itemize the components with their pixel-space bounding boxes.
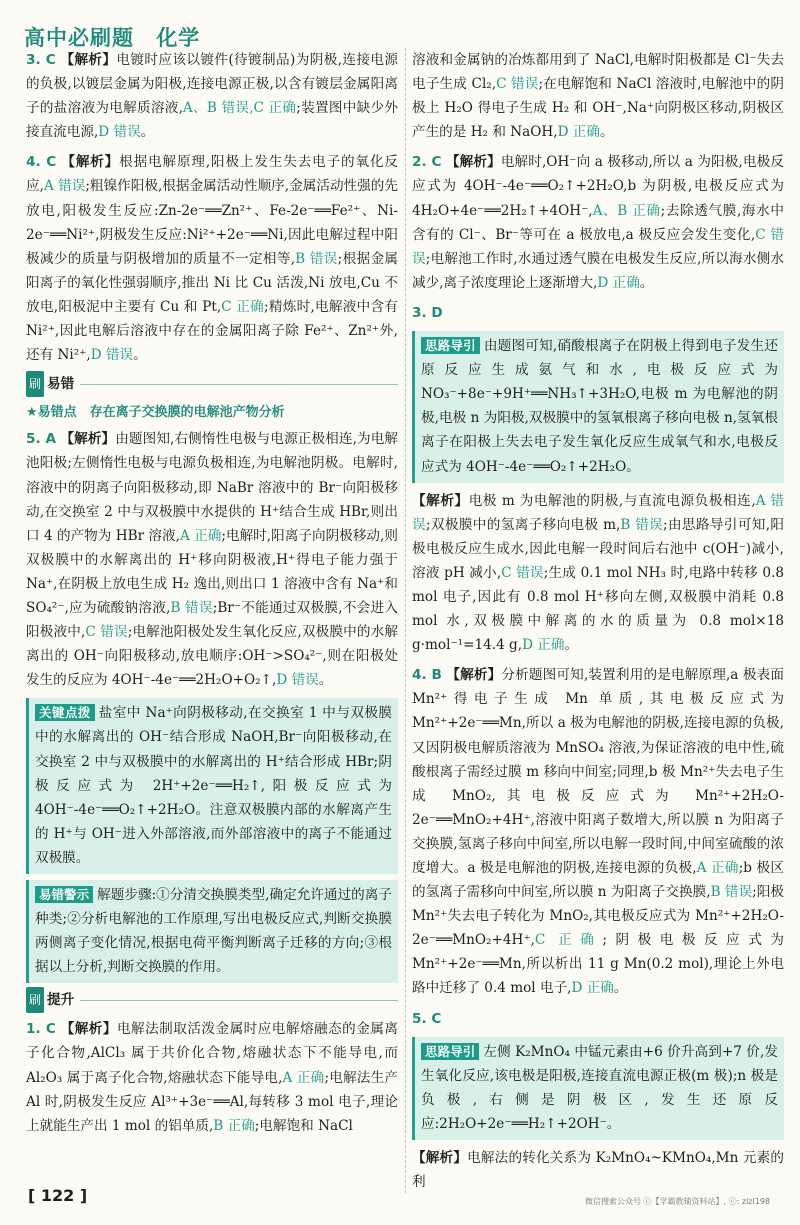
thinking-guide-box <box>412 331 784 483</box>
verdict: C 正确 <box>221 298 264 315</box>
answer-5-analysis <box>412 1146 784 1194</box>
answer-number: 2. C <box>412 154 442 171</box>
text: ;电解饱和 NaCl <box>254 1117 353 1134</box>
text: 电解时,OH⁻向 a 极移动,所以 a 为阳极,电极反应式为 4OH⁻-4e⁻══O₂↑+2H₂O,b 为阴极,电极反应式为 4H₂O+4e⁻══2H₂↑+4OH⁻, <box>412 154 784 219</box>
answer-1 <box>26 1017 398 1137</box>
analysis-tag: 【解析】 <box>60 431 116 448</box>
answer-3-analysis <box>412 489 784 658</box>
verdict: D 正确 <box>571 980 614 997</box>
verdict: B 错误 <box>170 599 213 616</box>
box-text: 解题步骤:①分清交换膜类型,确定允许通过的离子种类;②分析电解池的工作原理,写出电极反应式,判断交换膜两侧离子变化情况,根据电荷平衡判断离子迁移的方向;③根据以上分析,判断交换膜的作用。 <box>35 887 392 976</box>
text: ;精炼时,电解液中含有 Ni²⁺,因此电解后溶液中存在的金属阳离子除 Fe²⁺、Zn²⁺外,还有 Ni²⁺, <box>26 298 398 364</box>
verdict: A 正确 <box>696 860 739 876</box>
verdict: A 错误 <box>412 492 784 533</box>
box-label: 易错警示 <box>35 886 93 903</box>
answer-1-continued <box>412 48 784 144</box>
box-text: 由题图可知,硝酸根离子在阴极上得到电子发生还原反应生成氨气和水,电极反应式为 NO₃⁻+8e⁻+9H⁺══NH₃↑+3H₂O,电极 m 为电解池的阴极,电极 n 为阳极,双极膜中的氢氧根离子移向电极 n,氢氧根离子在阳极上失去电子发生氧化反应生成氧气和水,电极反应式为 4OH⁻-4e⁻══O₂↑+2H₂O。 <box>421 338 778 475</box>
text: ;装置图中缺少外接直流电源, <box>26 100 398 141</box>
verdict: D 正确 <box>522 637 565 654</box>
column-divider <box>405 48 406 1193</box>
answer-3 <box>26 48 398 144</box>
thinking-guide-box-2 <box>412 1037 784 1140</box>
verdict: B 错误 <box>710 884 753 901</box>
key-point-box <box>26 698 398 874</box>
answer-number: 1. C <box>26 1021 56 1038</box>
verdict: B 正确 <box>213 1117 255 1134</box>
analysis-tag: 【解析】 <box>60 52 117 68</box>
box-label: 关键点拨 <box>35 704 95 721</box>
text: 。 <box>318 672 333 689</box>
verdict: C 错误 <box>412 226 784 267</box>
answer-number: 3. C <box>26 52 56 68</box>
verdict: D 错误 <box>98 124 141 141</box>
text: ;阴极电极反应式为 Mn²⁺+2e⁻══Mn,所以析出 11 g Mn(0.2 mol),理论上外电路中迁移了 0.4 mol 电子, <box>412 932 784 997</box>
verdict: C 正确 <box>534 932 603 949</box>
text: 。 <box>639 274 654 291</box>
answer-5-right <box>412 1007 784 1031</box>
footer-watermark: 微信搜索公众号 ⓒ【学霸教辅资料站】, ⓒ: zlzl198 <box>585 1197 770 1206</box>
analysis-tag: 【解析】 <box>445 154 501 171</box>
text: 分析题图可知,装置利用的是电解原理,a 极表面 Mn²⁺得电子生成 Mn 单质,其电极反应式为 Mn²⁺+2e⁻══Mn,所以 a 极为电解池的阴极,连接电源的负极,又因阴极电解质溶液为 MnSO₄ 溶液,为保证溶液的电中性,硫酸根离子需经过膜 m 移向中间室;同理,b 极 Mn²⁺失去电子生成 MnO₂,其电极反应式为 Mn²⁺+2H₂O-2e⁻══MnO₂+4H⁺,溶液中阳离子数增大,所以膜 n 为阳离子交换膜,氢离子移向中间室,所以电解一段时间,中间室硫酸的浓度增大。a 极是电解池的阴极,连接电源的负极, <box>412 667 784 876</box>
analysis-tag: 【解析】 <box>446 667 502 684</box>
page-number: [ 122 ] <box>28 1186 88 1205</box>
answer-number: 5. C <box>412 1010 442 1027</box>
left-column <box>26 48 398 1144</box>
section-rule <box>80 1000 398 1001</box>
box-label: 思路导引 <box>421 337 480 354</box>
section-yicuo <box>26 373 398 395</box>
text: ;粗镍作阳极,根据金属活动性顺序,金属活动性强的先放电,阳极发生反应:Zn-2e⁻══Zn²⁺、Fe-2e⁻══Fe²⁺、Ni-2e⁻══Ni²⁺,阴极发生反应:Ni²⁺+2e⁻══Ni,因此电解过程中阳极减少的质量与阴极增加的质量不一定相等, <box>26 178 398 267</box>
text: ;由思路导引可知,阳极电极反应生成水,因此电解一段时间后右池中 c(OH⁻)减小,溶液 pH 减小, <box>412 516 784 581</box>
verdict: B 错误 <box>295 250 338 267</box>
text: 。 <box>133 347 147 364</box>
text: ;生成 0.1 mol NH₃ 时,电路中转移 0.8 mol 电子,因此有 0.8 mol H⁺移向左侧,双极膜中消耗 0.8 mol 水,双极膜中解离的水的质量为 0.8 mol×18 g·mol⁻¹=14.4 g, <box>412 564 784 654</box>
section-label: 易错 <box>47 376 75 393</box>
book-title: 高中必刷题 <box>24 26 134 50</box>
text: ;在电解饱和 NaCl 溶液时,电解池中的阴极上 H₂O 得电子生成 H₂ 和 OH⁻,Na⁺向阴极区移动,阴极区产生的是 H₂ 和 NaOH, <box>412 76 784 141</box>
verdict: C 错误 <box>496 76 539 93</box>
verdict: A 错误 <box>43 178 86 195</box>
box-label: 思路导引 <box>421 1043 479 1060</box>
answer-5 <box>26 427 398 692</box>
verdict: D 正确 <box>597 274 640 291</box>
text: ;电解法生产 Al 时,阴极发生反应 Al³⁺+3e⁻══Al,每转移 3 mol 电子,理论上就能生产出 1 mol 的铝单质, <box>26 1069 398 1134</box>
error-warning-box <box>26 880 398 983</box>
text: 电镀时应该以镀件(待镀制品)为阴极,连接电源的负极,以镀层金属为阳极,连接电源正极,以含有镀层金属阳离子的盐溶液为电解质溶液, <box>26 52 398 117</box>
analysis-tag: 【解析】 <box>412 492 469 509</box>
text: 电极 m 为电解池的阴极,与直流电源负极相连, <box>468 492 756 509</box>
text: ;阳极 Mn²⁺失去电子转化为 MnO₂,其电极反应式为 Mn²⁺+2H₂O-2e⁻══MnO₂+4H⁺, <box>412 884 784 949</box>
analysis-tag: 【解析】 <box>60 1021 117 1038</box>
page-number-value: 122 <box>40 1186 75 1205</box>
verdict: D 错误 <box>276 672 319 689</box>
verdict: D 错误 <box>90 347 134 364</box>
answer-4 <box>26 150 398 367</box>
text: ;b 极区的氢离子需移向中间室,所以膜 n 为阳离子交换膜, <box>412 860 784 901</box>
verdict: A、B 正确 <box>592 202 661 219</box>
text: 。 <box>140 124 155 141</box>
box-text: 盐室中 Na⁺向阴极移动,在交换室 1 中与双极膜中的水解离出的 OH⁻结合形成 NaOH,Br⁻向阳极移动,在交换室 2 中与双极膜中的水解离出的 H⁺结合形成 HBr;阴极反应式为 2H⁺+2e⁻══H₂↑,阳极反应式为 4OH⁻-4e⁻══O₂↑+2H₂O。注意双极膜内部的水解离产生的 H⁺与 OH⁻进入外部溶液,而外部溶液中的离子不能通过双极膜。 <box>35 705 392 866</box>
text: 电解法的转化关系为 K₂MnO₄~KMnO₄,Mn 元素的利 <box>412 1150 784 1191</box>
text: ;电解池工作时,水通过透气膜在电极发生反应,所以海水侧水减少,离子浓度理论上逐渐增大, <box>412 250 784 291</box>
answer-number: 4. B <box>412 667 442 684</box>
answer-3-right <box>412 301 784 325</box>
section-tisheng <box>26 989 398 1011</box>
box-text: 左侧 K₂MnO₄ 中锰元素由+6 价升高到+7 价,发生氧化反应,该电极是阳极,连接直流电源正极(m 极);n 极是负极,右侧是阴极区,发生还原反应:2H₂O+2e⁻══H₂↑+2OH⁻。 <box>421 1043 778 1132</box>
answer-number: 5. A <box>26 431 56 448</box>
verdict: A、B 错误,C 正确 <box>182 100 297 117</box>
text: 由题图知,右侧惰性电极与电源正极相连,为电解池阳极;左侧惰性电极与电源负极相连,为电解池阴极。电解时,溶液中的阴离子向阳极移动,即 NaBr 溶液中的 Br⁻向阳极移动,在交换室 2 中与双极膜中水提供的 H⁺结合生成 HBr,则出口 4 的产物为 HBr 溶液, <box>26 431 398 544</box>
answer-number: 4. C <box>26 154 57 171</box>
text: 根据电解原理,阳极上发生失去电子的氧化反应, <box>26 154 398 195</box>
verdict: C 错误 <box>85 624 128 641</box>
text: ;电解池阳极处发生氧化反应,双极膜中的水解离出的 OH⁻向阳极移动,放电顺序:OH⁻>SO₄²⁻,则在阳极处发生的反应为 4OH⁻-4e⁻══2H₂O+O₂↑, <box>26 624 398 689</box>
section-rule <box>80 384 398 385</box>
analysis-tag: 【解析】 <box>412 1150 468 1167</box>
text: 溶液和金属钠的冶炼都用到了 NaCl,电解时阳极都是 Cl⁻失去电子生成 Cl₂, <box>412 52 784 93</box>
text: ;去除透气膜,海水中含有的 Cl⁻、Br⁻等可在 a 极放电,a 极反应会发生变化, <box>412 202 784 243</box>
section-label: 提升 <box>47 992 75 1009</box>
verdict: C 错误 <box>501 564 544 581</box>
verdict: D 正确 <box>557 124 600 141</box>
text: ;Br⁻不能通过双极膜,不会进入阳极液中, <box>26 599 398 641</box>
section-badge: 刷 <box>26 371 44 397</box>
verdict: A 正确 <box>179 527 222 544</box>
error-point-title: ★易错点 存在离子交换膜的电解池产物分析 <box>26 405 285 421</box>
text: 。 <box>599 124 614 141</box>
subject-title: 化学 <box>156 26 201 50</box>
text: ;电解时,阳离子向阴极移动,则双极膜中的水解离出的 H⁺移向阴极液,H⁺得电子能力强于 Na⁺,在阴极上放电生成 H₂ 逸出,则出口 1 溶液中含有 Na⁺和 SO₄²⁻,应为硫酸钠溶液, <box>26 527 398 616</box>
text: 。 <box>613 980 628 997</box>
verdict: A 正确 <box>282 1069 325 1086</box>
answer-2 <box>412 150 784 295</box>
text: ;根据金属阳离子的氧化性强弱顺序,推出 Ni 比 Cu 活泼,Ni 放电,Cu 不放电,阳极泥中主要有 Cu 和 Pt, <box>26 250 398 315</box>
text: ;双极膜中的氢离子移向电极 m, <box>425 516 621 533</box>
answer-4-right <box>412 663 784 1000</box>
right-column <box>412 48 784 1200</box>
section-badge: 刷 <box>26 987 44 1013</box>
text: 电解法制取活泼金属时应电解熔融态的金属离子化合物,AlCl₃ 属于共价化合物,熔融状态下不能导电,而 Al₂O₃ 属于离子化合物,熔融状态下能导电, <box>26 1021 399 1086</box>
answer-number: 3. D <box>412 304 443 321</box>
text: 。 <box>564 637 579 654</box>
analysis-tag: 【解析】 <box>61 154 120 171</box>
verdict: B 错误 <box>620 516 663 533</box>
